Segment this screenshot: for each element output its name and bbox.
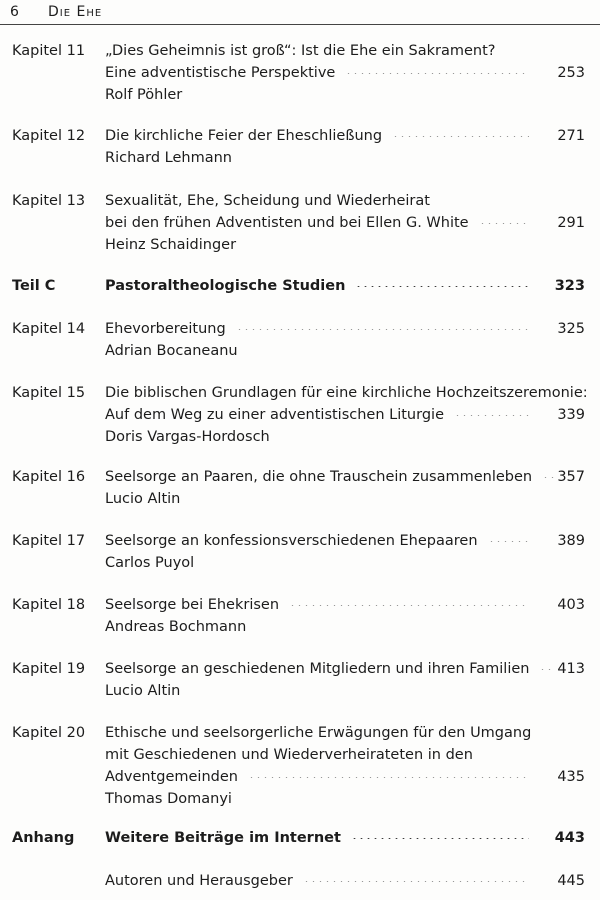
entry-label: Kapitel 19 xyxy=(12,661,86,677)
entry-title-line xyxy=(105,466,535,488)
entry-content xyxy=(105,530,535,574)
entry-author: Adrian Bocaneanu xyxy=(105,343,238,359)
entry-title: Autoren und Herausgeber xyxy=(105,873,293,889)
entry-title-line xyxy=(105,40,535,62)
entry-title-line xyxy=(105,744,535,766)
entry-title-line xyxy=(105,530,535,552)
page-ref: 253 xyxy=(557,65,585,81)
entry-label: Teil C xyxy=(12,278,56,294)
page-ref: 291 xyxy=(557,215,585,231)
page-ref: 403 xyxy=(557,597,585,613)
entry-label: Kapitel 11 xyxy=(12,43,86,59)
entry-content xyxy=(105,40,535,106)
entry-title-line xyxy=(105,318,535,340)
entry-title-line xyxy=(105,404,535,426)
dot-leader xyxy=(248,777,529,778)
entry-title-line xyxy=(105,62,535,84)
entry-title-line xyxy=(105,766,535,788)
entry-label: Kapitel 17 xyxy=(12,533,86,549)
page-ref: 323 xyxy=(554,278,585,294)
page-ref: 435 xyxy=(557,769,585,785)
entry-author: Carlos Puyol xyxy=(105,555,195,571)
entry-label: Anhang xyxy=(12,830,75,846)
entry-title-line xyxy=(105,658,535,680)
entry-title: Seelsorge bei Ehekrisen xyxy=(105,597,280,613)
dot-leader xyxy=(345,73,529,74)
entry-title: „Dies Geheimnis ist groß“: Ist die Ehe ein Sakrament? xyxy=(105,43,496,59)
entry-content xyxy=(105,318,535,362)
entry-title-line xyxy=(105,212,535,234)
entry-title: Sexualität, Ehe, Scheidung und Wiederheirat xyxy=(105,193,430,209)
page-ref: 357 xyxy=(557,469,585,485)
entry-title: Die biblischen Grundlagen für eine kirchliche Hochzeitszeremonie: xyxy=(105,385,588,401)
entry-content xyxy=(105,870,535,892)
entry-content xyxy=(105,275,535,297)
dot-leader xyxy=(479,223,529,224)
entry-author: Heinz Schaidinger xyxy=(105,237,237,253)
entry-author: Andreas Bochmann xyxy=(105,619,247,635)
entry-label: Kapitel 16 xyxy=(12,469,86,485)
dot-leader xyxy=(351,838,529,839)
entry-title-line xyxy=(105,827,535,849)
entry-author: Richard Lehmann xyxy=(105,150,232,166)
dot-leader xyxy=(303,881,529,882)
entry-label: Kapitel 14 xyxy=(12,321,86,337)
entry-author: Lucio Altin xyxy=(105,491,181,507)
entry-author: Lucio Altin xyxy=(105,683,181,699)
entry-title-line xyxy=(105,722,535,744)
dot-leader xyxy=(454,415,529,416)
entry-content xyxy=(105,827,535,849)
entry-label: Kapitel 13 xyxy=(12,193,86,209)
entry-label: Kapitel 18 xyxy=(12,597,86,613)
entry-content xyxy=(105,594,535,638)
dot-leader xyxy=(289,605,529,606)
entry-title: Seelsorge an geschiedenen Mitgliedern und ihren Familien xyxy=(105,661,530,677)
page-ref: 339 xyxy=(557,407,585,423)
entry-label: Kapitel 15 xyxy=(12,385,86,401)
entry-title-line xyxy=(105,190,535,212)
dot-leader xyxy=(488,541,529,542)
entry-title: bei den frühen Adventisten und bei Ellen G. White xyxy=(105,215,469,231)
entry-title: Adventgemeinden xyxy=(105,769,238,785)
page-ref: 445 xyxy=(557,873,585,889)
entry-title: Ehevorbereitung xyxy=(105,321,226,337)
dot-leader xyxy=(392,136,529,137)
entry-content xyxy=(105,722,535,810)
entry-title-line xyxy=(105,870,535,892)
entry-author: Rolf Pöhler xyxy=(105,87,183,103)
entry-title: Seelsorge an konfessionsverschiedenen Ehepaaren xyxy=(105,533,478,549)
entry-title: Ethische und seelsorgerliche Erwägungen für den Umgang xyxy=(105,725,532,741)
entry-title: Pastoraltheologische Studien xyxy=(105,278,346,294)
dot-leader xyxy=(355,286,529,287)
entry-label: Kapitel 12 xyxy=(12,128,86,144)
entry-label: Kapitel 20 xyxy=(12,725,86,741)
entry-author: Thomas Domanyi xyxy=(105,791,232,807)
entry-title-line xyxy=(105,275,535,297)
entry-author: Doris Vargas-Hordosch xyxy=(105,429,270,445)
dot-leader xyxy=(236,329,529,330)
entry-title: Weitere Beiträge im Internet xyxy=(105,830,341,846)
entry-title-line xyxy=(105,594,535,616)
entry-title: Eine adventistische Perspektive xyxy=(105,65,336,81)
entry-title: Die kirchliche Feier der Eheschließung xyxy=(105,128,383,144)
entry-title: Auf dem Weg zu einer adventistischen Liturgie xyxy=(105,407,444,423)
entry-content xyxy=(105,190,535,256)
page-ref: 325 xyxy=(557,321,585,337)
entry-content xyxy=(105,466,535,510)
entry-title-line xyxy=(105,125,535,147)
running-title: Die Ehe xyxy=(48,4,103,20)
entry-title: Seelsorge an Paaren, die ohne Trauschein zusammenleben xyxy=(105,469,533,485)
page-ref: 389 xyxy=(557,533,585,549)
page-ref: 271 xyxy=(557,128,585,144)
entry-title-line xyxy=(105,382,588,404)
entry-title: mit Geschiedenen und Wiederverheirateten in den xyxy=(105,747,473,763)
entry-content xyxy=(105,658,535,702)
entry-content xyxy=(105,125,535,169)
page-ref: 443 xyxy=(554,830,585,846)
page-ref: 413 xyxy=(557,661,585,677)
page-number: 6 xyxy=(10,4,19,20)
